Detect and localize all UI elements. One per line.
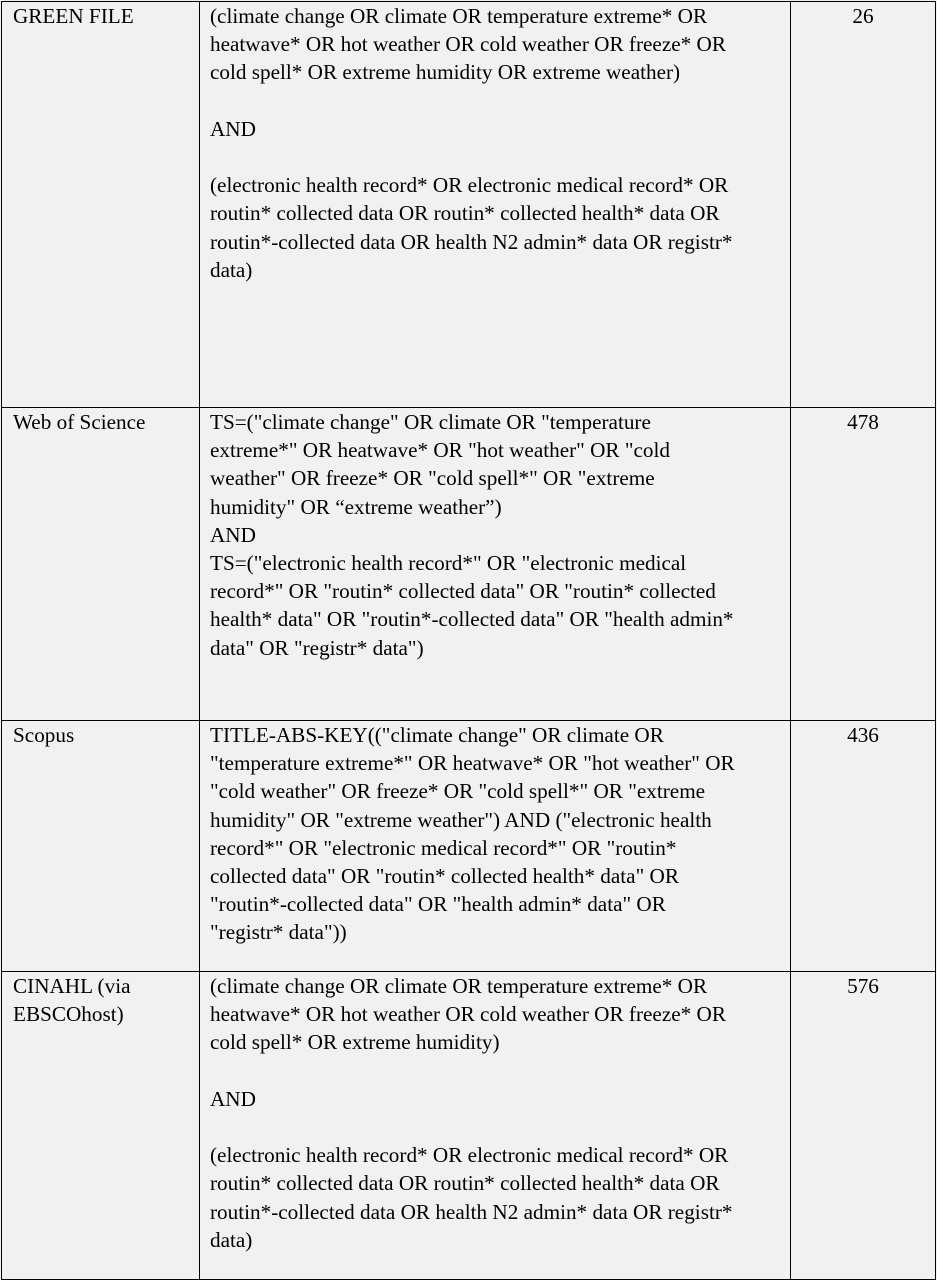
database-name-line: EBSCOhost) [13,1002,124,1027]
result-count: 478 [847,410,879,434]
database-name: GREEN FILE [13,4,134,28]
table-row [2,408,936,721]
database-name-cell [2,2,200,408]
database-name-cell [2,408,200,721]
query-line: TS=("electronic health record*" OR "electronic medical [210,551,687,576]
query-line: TS=("climate change" OR climate OR "temperature [210,410,651,434]
query-line: extreme*" OR heatwave* OR "hot weather" OR "cold [210,438,670,463]
query-line: cold spell* OR extreme humidity) [210,1030,500,1055]
query-line: (climate change OR climate OR temperature extreme* OR [210,974,708,998]
query-line: TITLE-ABS-KEY(("climate change" OR climate OR [210,723,664,747]
query-line: routin* collected data OR routin* collected health* data OR [210,201,720,226]
database-name-line: CINAHL (via [13,974,131,998]
search-query-cell [200,972,791,1280]
database-name: Web of Science [13,410,146,434]
query-line: data) [210,1227,253,1252]
query-line: routin*-collected data OR health N2 admin* data OR registr* [210,1199,733,1224]
query-line: routin*-collected data OR health N2 admin* data OR registr* [210,229,733,254]
query-line: data) [210,257,253,282]
query-operator: AND [210,522,256,547]
query-line: "registr* data")) [210,920,347,945]
query-operator: AND [210,1086,256,1111]
query-line: health* data" OR "routin*-collected data" OR "health admin* [210,607,734,632]
blank-line [210,143,776,171]
result-count-cell [791,972,936,1280]
result-count-cell [791,2,936,408]
table-row [2,721,936,972]
database-name-cell [2,972,200,1280]
blank-line [210,1113,776,1141]
query-line: humidity" OR "extreme weather") AND ("electronic health [210,807,712,832]
result-count-cell [791,408,936,721]
query-line: weather" OR freeze* OR "cold spell*" OR "extreme [210,466,655,491]
query-line: humidity" OR “extreme weather”) [210,494,502,519]
blank-line [210,87,776,115]
query-line: heatwave* OR hot weather OR cold weather OR freeze* OR [210,1002,726,1027]
query-line: record*" OR "routin* collected data" OR "routin* collected [210,579,716,604]
search-query-cell [200,2,791,408]
query-line: routin* collected data OR routin* collected health* data OR [210,1171,720,1196]
query-operator: AND [210,116,256,141]
result-count: 26 [852,4,874,28]
query-line: record*" OR "electronic medical record*" OR "routin* [210,835,677,860]
result-count: 576 [847,974,879,998]
blank-line [210,1057,776,1085]
query-line: "temperature extreme*" OR heatwave* OR "hot weather" OR [210,751,735,776]
result-count-cell [791,721,936,972]
query-line: data" OR "registr* data") [210,635,424,660]
database-name: Scopus [13,723,75,747]
query-line: "routin*-collected data" OR "health admin* data" OR [210,892,666,917]
query-line: cold spell* OR extreme humidity OR extreme weather) [210,60,681,85]
query-line: (electronic health record* OR electronic medical record* OR [210,1143,729,1168]
query-line: (electronic health record* OR electronic medical record* OR [210,173,729,198]
table-row [2,2,936,408]
query-line: "cold weather" OR freeze* OR "cold spell*" OR "extreme [210,779,706,804]
database-name-cell [2,721,200,972]
search-query-cell [200,408,791,721]
query-line: (climate change OR climate OR temperature extreme* OR [210,4,708,28]
search-strategy-table [1,1,936,1280]
search-query-cell [200,721,791,972]
table-row [2,972,936,1280]
query-line: collected data" OR "routin* collected health* data" OR [210,864,679,889]
result-count: 436 [847,723,879,747]
query-line: heatwave* OR hot weather OR cold weather OR freeze* OR [210,32,726,57]
